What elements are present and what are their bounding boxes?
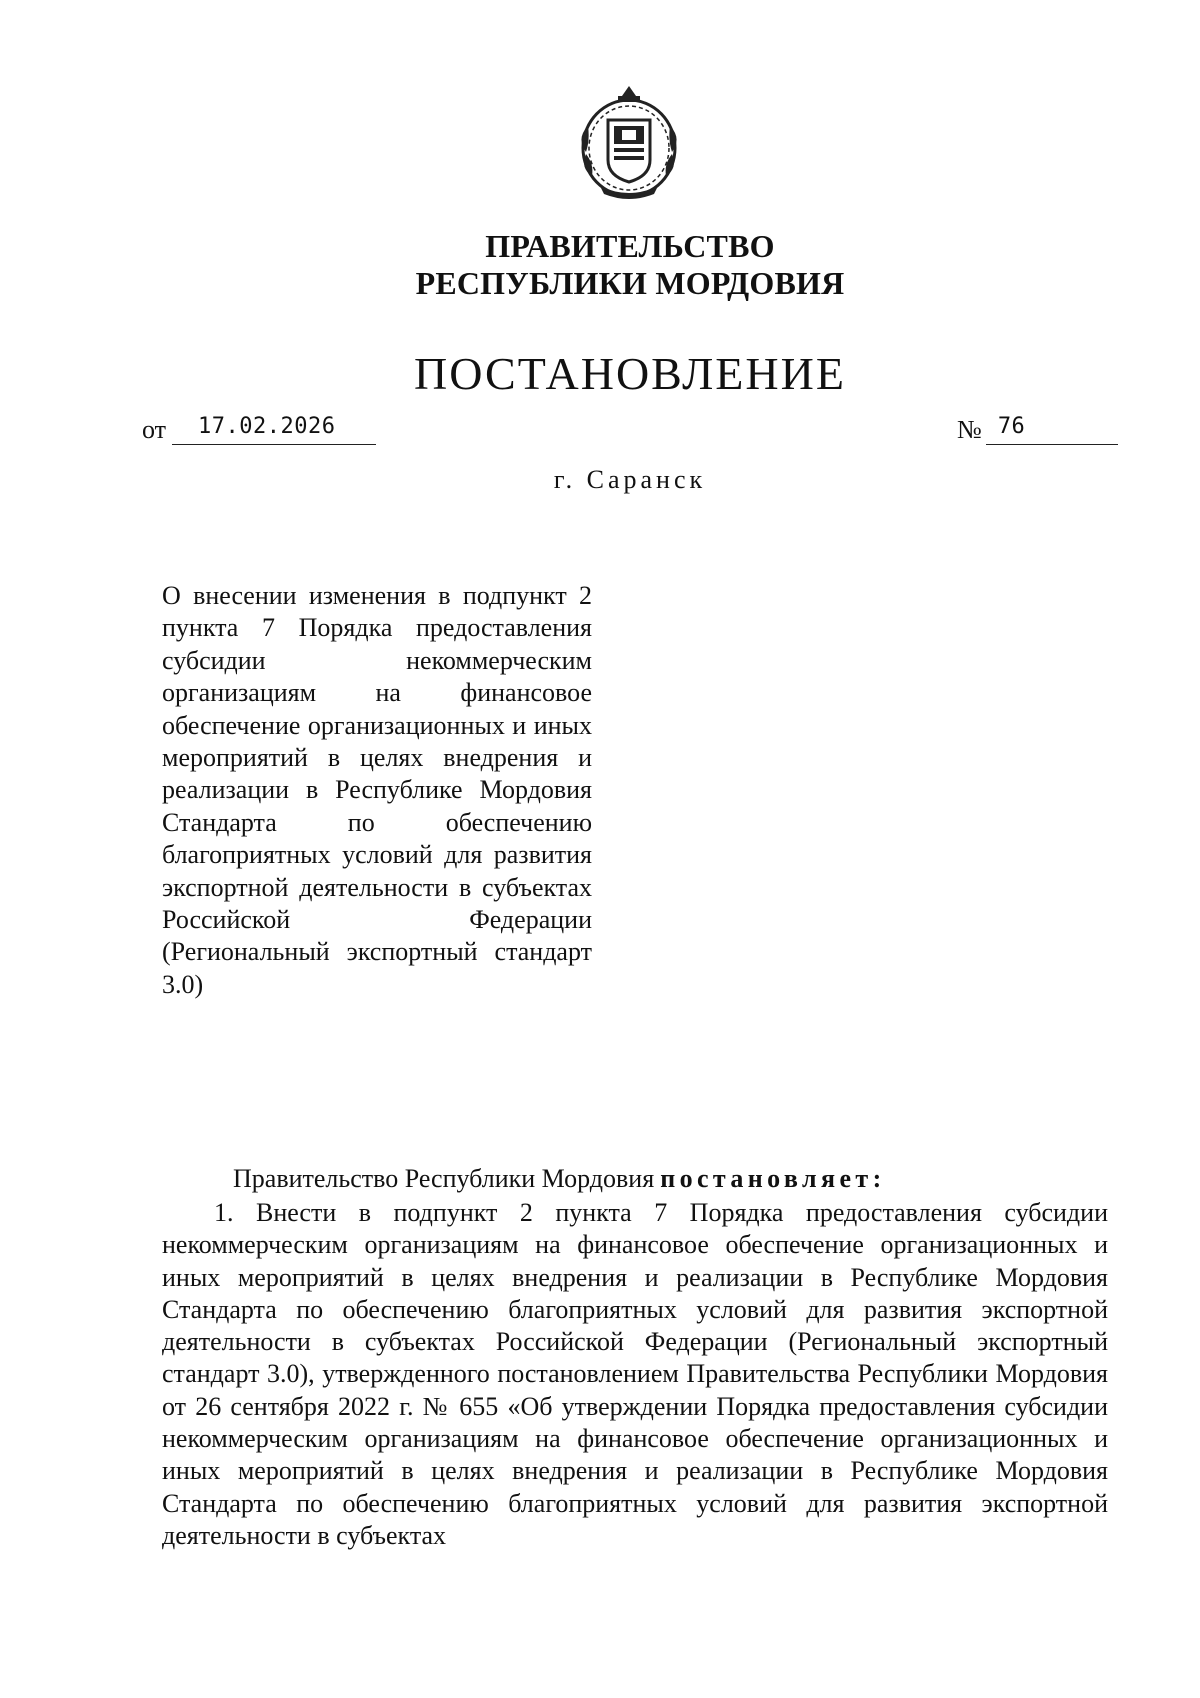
number-field bbox=[957, 414, 1118, 445]
government-title-line-2: РЕСПУБЛИКИ МОРДОВИЯ bbox=[415, 265, 845, 301]
city-line: г. Саранск bbox=[553, 465, 707, 494]
document-subject: О внесении изменения в подпункт 2 пункта 7 Порядка предоставления субсидии некоммерческим организациям на финансовое обеспечение организационных и иных мероприятий в целях внедрения и реализации в Республике Мордовия Стандарта по обеспечению благоприятных условий для развития экспортной деятельности в субъектах Российской Федерации (Региональный экспортный стандарт 3.0) bbox=[162, 581, 592, 999]
date-value: 17.02.2026 bbox=[198, 414, 336, 439]
date-field bbox=[142, 414, 376, 445]
preamble-text: Правительство Республики Мордовия bbox=[233, 1164, 655, 1193]
government-title bbox=[0, 228, 1200, 302]
number-prefix: № bbox=[957, 415, 982, 444]
number-underline bbox=[986, 414, 1118, 445]
date-underline bbox=[172, 414, 376, 445]
preamble bbox=[233, 1163, 886, 1195]
paragraph-1: 1. Внести в подпункт 2 пункта 7 Порядка предоставления субсидии некоммерческим организациям на финансовое обеспечение организационных и иных мероприятий в целях внедрения и реализации в Республике Мордовия Стандарта по обеспечению благоприятных условий для развития экспортной деятельности в субъектах Российской Федерации (Региональный экспортный стандарт 3.0), утвержденного постановлением Правительства Республики Мордовия от 26 сентября 2022 г. № 655 «Об утверждении Порядка предоставления субсидии некоммерческим организациям на финансовое обеспечение организационных и иных мероприятий в целях внедрения и реализации в Республике Мордовия Стандарта по обеспечению благоприятных условий для развития экспортной деятельности в субъектах bbox=[162, 1198, 1108, 1550]
preamble-decision: постановляет: bbox=[660, 1164, 886, 1193]
document-kind: ПОСТАНОВЛЕНИЕ bbox=[414, 348, 846, 399]
government-title-line-1: ПРАВИТЕЛЬСТВО bbox=[485, 228, 775, 264]
date-prefix: от bbox=[142, 415, 167, 444]
mordovia-coat-of-arms-icon bbox=[570, 82, 688, 206]
number-value: 76 bbox=[997, 414, 1026, 439]
